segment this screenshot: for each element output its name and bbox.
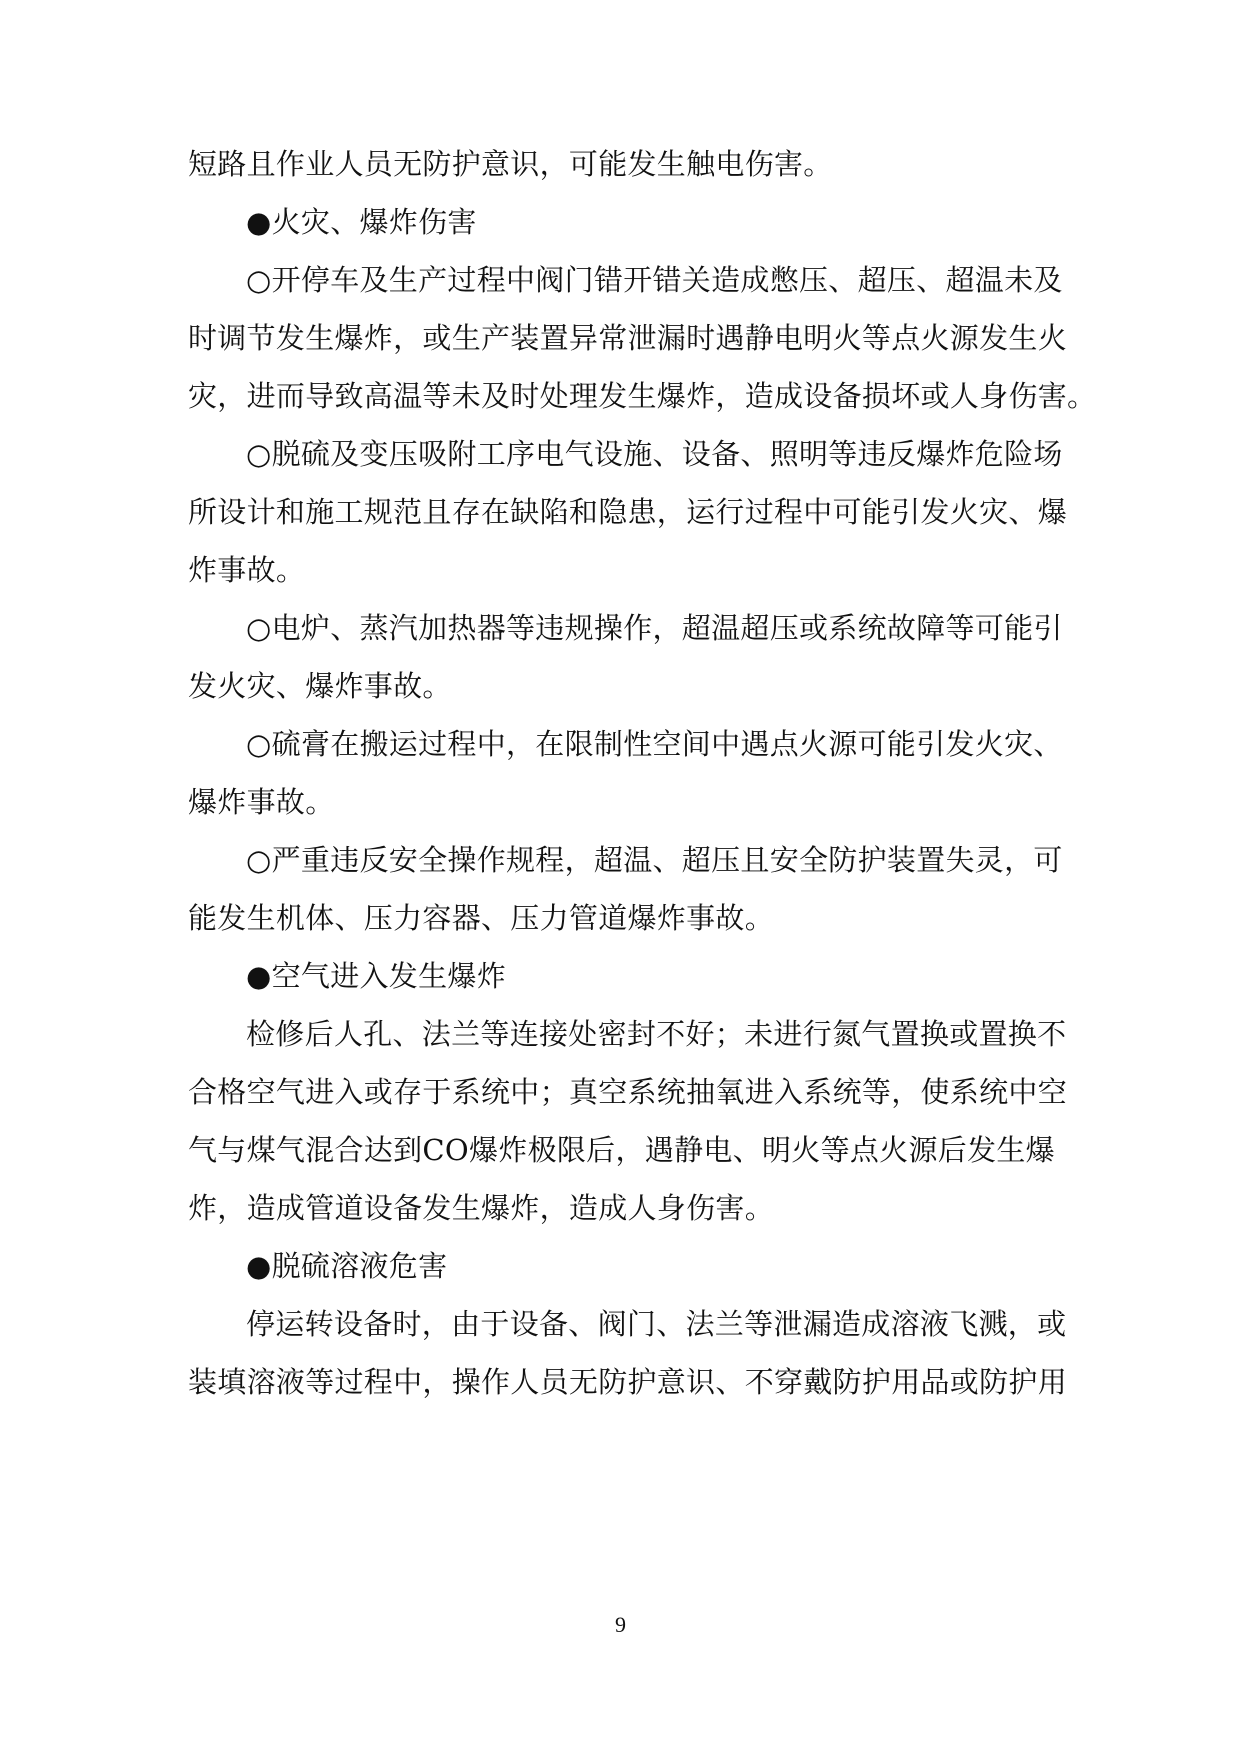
text-line: 气与煤气混合达到CO爆炸极限后，遇静电、明火等点火源后发生爆: [188, 1133, 1055, 1167]
text-line: 所设计和施工规范且存在缺陷和隐患，运行过程中可能引发火灾、爆: [188, 495, 1068, 529]
text-line: 装填溶液等过程中，操作人员无防护意识、不穿戴防护用品或防护用: [188, 1365, 1068, 1399]
text-line: ○严重违反安全操作规程，超温、超压且安全防护装置失灵，可: [246, 843, 1063, 877]
text-line: 发火灾、爆炸事故。: [188, 669, 452, 703]
text-line: 检修后人孔、法兰等连接处密封不好；未进行氮气置换或置换不: [246, 1017, 1067, 1051]
text-line: 炸，造成管道设备发生爆炸，造成人身伤害。: [188, 1191, 775, 1225]
text-line: ○开停车及生产过程中阀门错开错关造成憋压、超压、超温未及: [246, 263, 1063, 297]
text-line: ○硫膏在搬运过程中，在限制性空间中遇点火源可能引发火灾、: [246, 727, 1063, 761]
text-line: 能发生机体、压力容器、压力管道爆炸事故。: [188, 901, 775, 935]
section-heading: ●脱硫溶液危害: [246, 1249, 448, 1283]
text-line: 短路且作业人员无防护意识，可能发生触电伤害。: [188, 147, 833, 181]
text-line: ○脱硫及变压吸附工序电气设施、设备、照明等违反爆炸危险场: [246, 437, 1063, 471]
section-heading: ●火灾、爆炸伤害: [246, 205, 477, 239]
text-line: 灾，进而导致高温等未及时处理发生爆炸，造成设备损坏或人身伤害。: [188, 379, 1097, 413]
section-heading: ●空气进入发生爆炸: [246, 959, 507, 993]
text-line: 合格空气进入或存于系统中；真空系统抽氧进入系统等，使系统中空: [188, 1075, 1068, 1109]
text-line: ○电炉、蒸汽加热器等违规操作，超温超压或系统故障等可能引: [246, 611, 1063, 645]
page-number: 9: [615, 1612, 626, 1637]
text-line: 炸事故。: [188, 553, 306, 587]
text-line: 停运转设备时，由于设备、阀门、法兰等泄漏造成溶液飞溅，或: [246, 1307, 1067, 1341]
text-line: 时调节发生爆炸，或生产装置异常泄漏时遇静电明火等点火源发生火: [188, 321, 1068, 355]
text-line: 爆炸事故。: [188, 785, 335, 819]
